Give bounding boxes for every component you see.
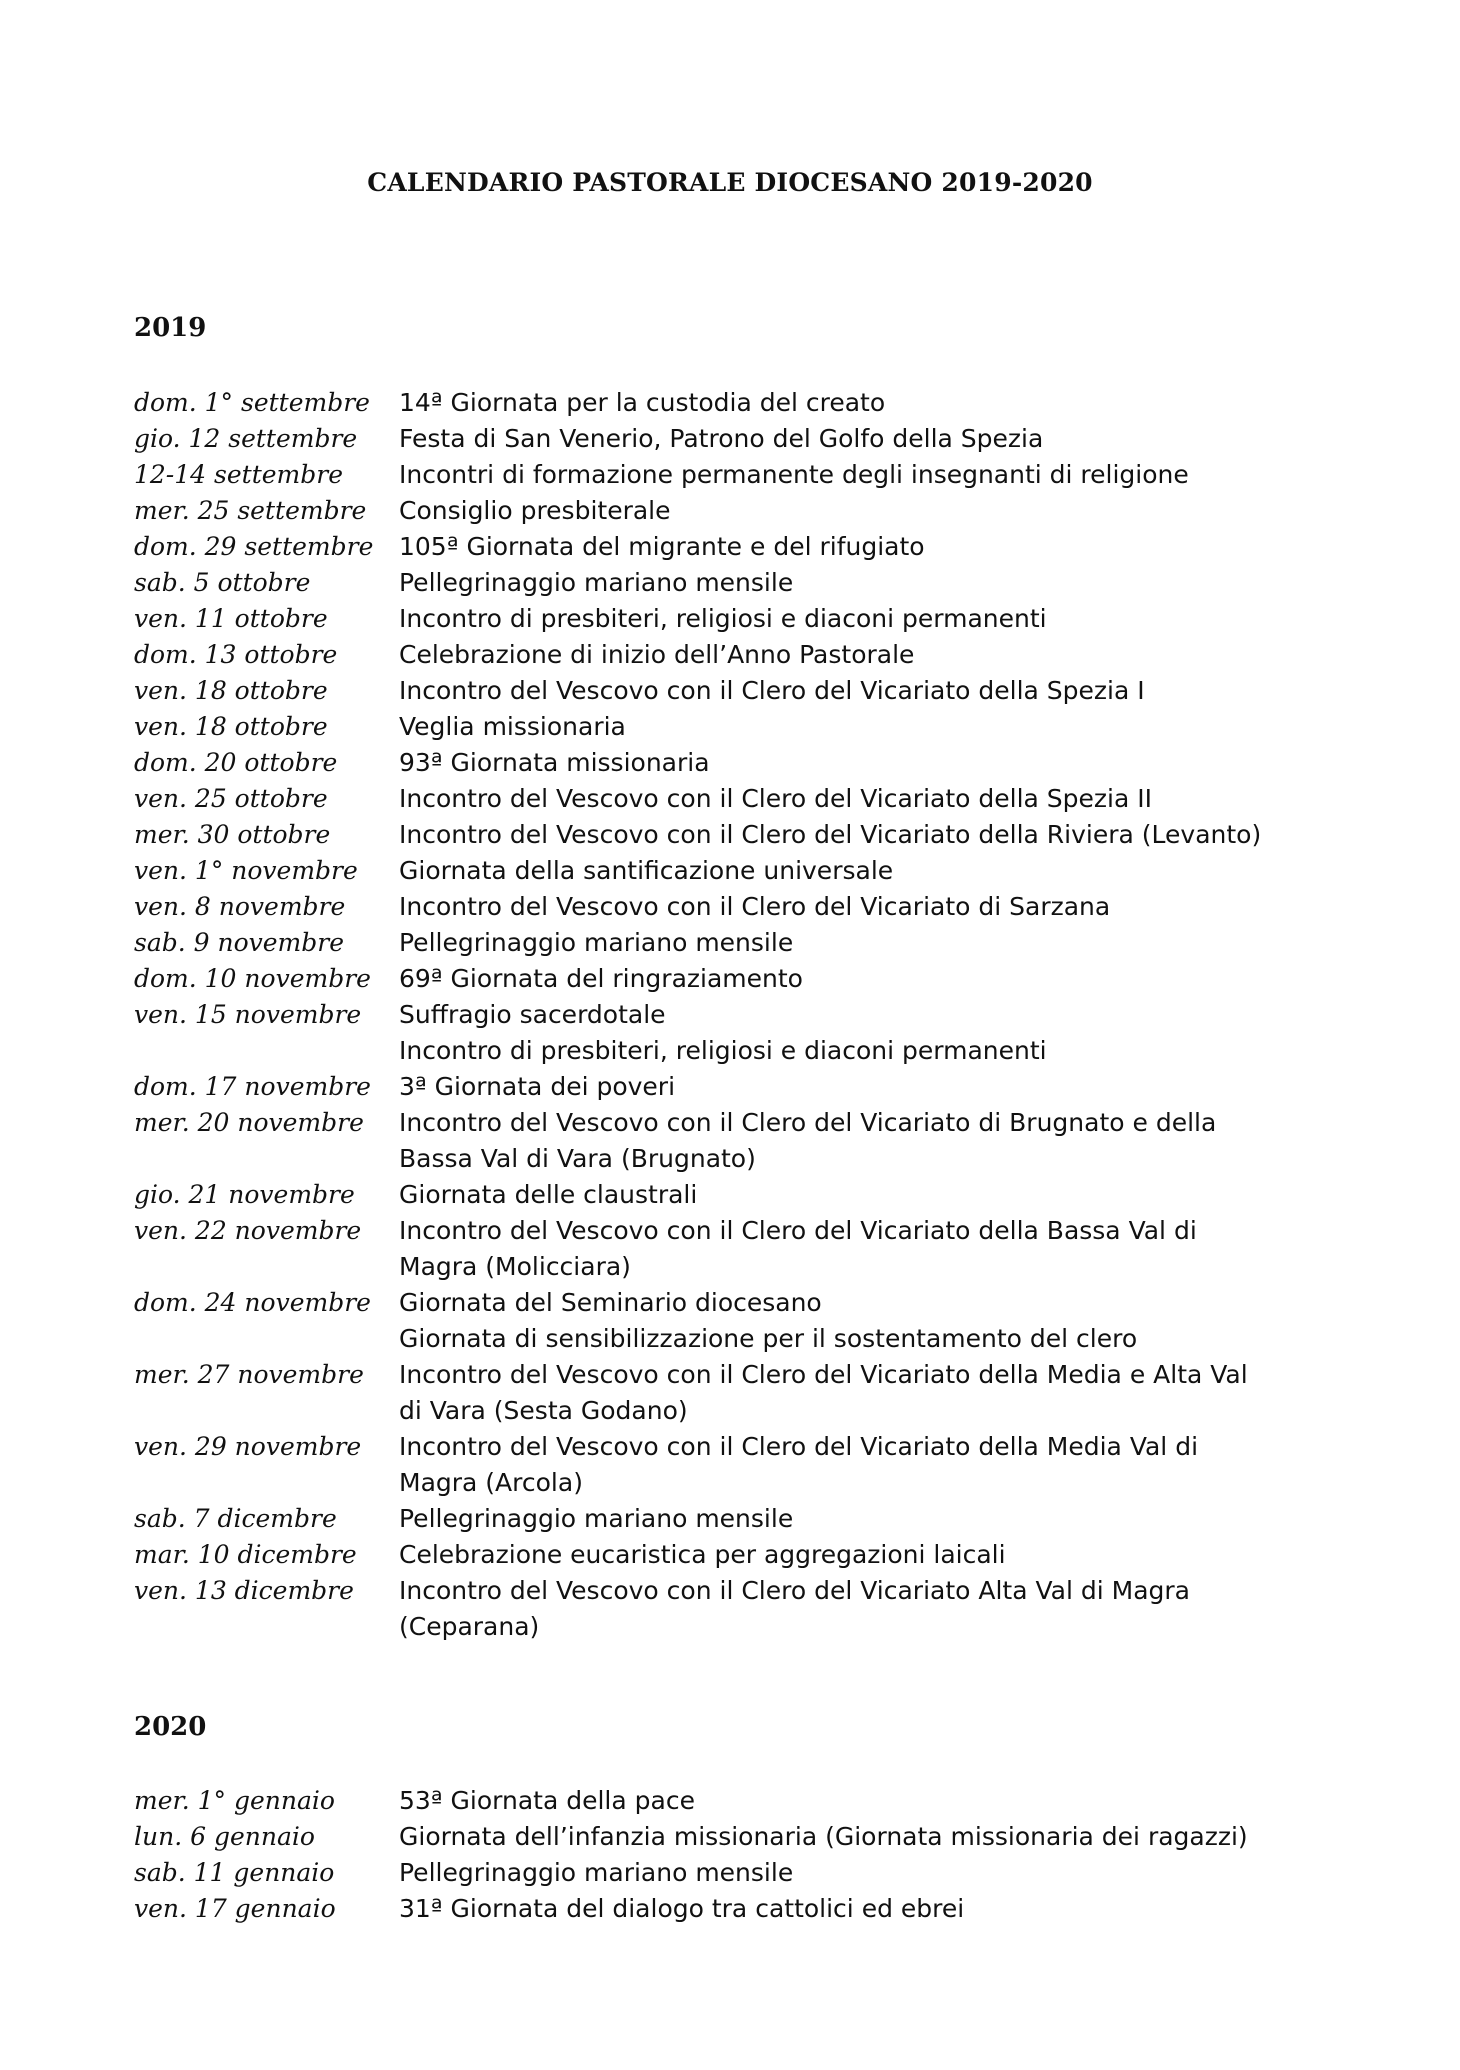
entry-events <box>399 493 1334 529</box>
entry-date: ven. 8 novembre <box>134 892 346 921</box>
entry-events <box>399 1213 1334 1285</box>
entry-event: 93ª Giornata missionaria <box>399 748 710 777</box>
entry-events <box>399 1357 1334 1429</box>
calendar-entry <box>134 385 1334 421</box>
calendar-entry <box>134 457 1334 493</box>
entry-date: mer. 1° gennaio <box>134 1786 335 1815</box>
entry-event: Celebrazione di inizio dell’Anno Pastorale <box>399 640 915 669</box>
entry-event: Incontro di presbiteri, religiosi e diaconi permanenti <box>399 1036 1047 1065</box>
calendar-entry <box>134 1501 1334 1537</box>
entry-event: Incontro del Vescovo con il Clero del Vicariato della Media e Alta Val <box>399 1360 1248 1389</box>
entry-events <box>399 889 1334 925</box>
entry-date: ven. 17 gennaio <box>134 1894 336 1923</box>
entry-event: Incontro del Vescovo con il Clero del Vicariato di Sarzana <box>399 892 1111 921</box>
entry-event: Suffragio sacerdotale <box>399 1000 666 1029</box>
entry-date: mer. 27 novembre <box>134 1360 364 1389</box>
entry-date: ven. 22 novembre <box>134 1216 362 1245</box>
calendar-entry <box>134 601 1334 637</box>
calendar-entry <box>134 925 1334 961</box>
entry-date: dom. 13 ottobre <box>134 640 338 669</box>
entry-date: sab. 11 gennaio <box>134 1858 335 1887</box>
calendar-list-2019 <box>134 385 1334 1645</box>
calendar-entry <box>134 781 1334 817</box>
calendar-entry <box>134 1177 1334 1213</box>
entry-date: gio. 12 settembre <box>134 424 358 453</box>
calendar-entry <box>134 1855 1334 1891</box>
entry-events <box>399 601 1334 637</box>
document-title: CALENDARIO PASTORALE DIOCESANO 2019-2020 <box>367 168 1093 197</box>
entry-event: Consiglio presbiterale <box>399 496 671 525</box>
calendar-entry <box>134 709 1334 745</box>
calendar-entry <box>134 1783 1334 1819</box>
entry-event: Pellegrinaggio mariano mensile <box>399 1504 794 1533</box>
entry-date: dom. 29 settembre <box>134 532 374 561</box>
calendar-entry <box>134 529 1334 565</box>
entry-event: Pellegrinaggio mariano mensile <box>399 928 794 957</box>
entry-event: Giornata del Seminario diocesano <box>399 1288 822 1317</box>
entry-event: Incontri di formazione permanente degli insegnanti di religione <box>399 460 1189 489</box>
entry-event: Incontro del Vescovo con il Clero del Vicariato della Spezia II <box>399 784 1152 813</box>
entry-events <box>399 1105 1334 1177</box>
entry-date: ven. 15 novembre <box>134 1000 362 1029</box>
entry-event: di Vara (Sesta Godano) <box>399 1396 688 1425</box>
entry-date: mer. 20 novembre <box>134 1108 364 1137</box>
entry-events <box>399 529 1334 565</box>
entry-events <box>399 1573 1334 1645</box>
entry-event: Pellegrinaggio mariano mensile <box>399 1858 794 1887</box>
entry-event: Magra (Molicciara) <box>399 1252 631 1281</box>
entry-date: sab. 7 dicembre <box>134 1504 337 1533</box>
entry-event: Veglia missionaria <box>399 712 626 741</box>
entry-event: Celebrazione eucaristica per aggregazioni laicali <box>399 1540 1006 1569</box>
entry-events <box>399 853 1334 889</box>
entry-event: 53ª Giornata della pace <box>399 1786 695 1815</box>
entry-events <box>399 1177 1334 1213</box>
calendar-entry <box>134 637 1334 673</box>
entry-events <box>399 673 1334 709</box>
entry-event: Giornata della santificazione universale <box>399 856 894 885</box>
calendar-entry <box>134 817 1334 853</box>
calendar-entry <box>134 1285 1334 1357</box>
entry-events <box>399 997 1334 1069</box>
entry-event: Incontro del Vescovo con il Clero del Vicariato di Brugnato e della <box>399 1108 1217 1137</box>
entry-events <box>399 1429 1334 1501</box>
entry-events <box>399 421 1334 457</box>
calendar-entry <box>134 1429 1334 1501</box>
calendar-entry <box>134 673 1334 709</box>
entry-date: ven. 29 novembre <box>134 1432 362 1461</box>
entry-events <box>399 745 1334 781</box>
entry-date: dom. 10 novembre <box>134 964 371 993</box>
entry-event: Pellegrinaggio mariano mensile <box>399 568 794 597</box>
entry-events <box>399 1855 1334 1891</box>
entry-date: gio. 21 novembre <box>134 1180 355 1209</box>
entry-events <box>399 565 1334 601</box>
entry-date: ven. 18 ottobre <box>134 676 328 705</box>
calendar-entry <box>134 1357 1334 1429</box>
entry-event: 105ª Giornata del migrante e del rifugiato <box>399 532 925 561</box>
entry-event: Magra (Arcola) <box>399 1468 583 1497</box>
entry-date: sab. 9 novembre <box>134 928 345 957</box>
entry-events <box>399 925 1334 961</box>
entry-events <box>399 1501 1334 1537</box>
entry-date: ven. 13 dicembre <box>134 1576 354 1605</box>
entry-event: 14ª Giornata per la custodia del creato <box>399 388 886 417</box>
calendar-entry <box>134 565 1334 601</box>
calendar-entry <box>134 853 1334 889</box>
entry-events <box>399 457 1334 493</box>
entry-event: 31ª Giornata del dialogo tra cattolici ed ebrei <box>399 1894 965 1923</box>
year-heading: 2020 <box>134 1712 207 1742</box>
calendar-entry <box>134 1819 1334 1855</box>
entry-event: (Ceparana) <box>399 1612 540 1641</box>
calendar-entry <box>134 1213 1334 1285</box>
entry-date: mer. 25 settembre <box>134 496 367 525</box>
entry-date: ven. 11 ottobre <box>134 604 328 633</box>
entry-events <box>399 709 1334 745</box>
entry-event: Giornata delle claustrali <box>399 1180 698 1209</box>
entry-events <box>399 1069 1334 1105</box>
entry-date: mer. 30 ottobre <box>134 820 331 849</box>
entry-event: Festa di San Venerio, Patrono del Golfo della Spezia <box>399 424 1044 453</box>
entry-events <box>399 637 1334 673</box>
entry-events <box>399 385 1334 421</box>
calendar-entry <box>134 997 1334 1069</box>
calendar-entry <box>134 961 1334 997</box>
entry-event: Incontro del Vescovo con il Clero del Vicariato Alta Val di Magra <box>399 1576 1190 1605</box>
entry-date: dom. 20 ottobre <box>134 748 338 777</box>
entry-event: 3ª Giornata dei poveri <box>399 1072 676 1101</box>
entry-event: 69ª Giornata del ringraziamento <box>399 964 803 993</box>
entry-date: dom. 17 novembre <box>134 1072 371 1101</box>
entry-event: Incontro del Vescovo con il Clero del Vicariato della Bassa Val di <box>399 1216 1197 1245</box>
entry-date: sab. 5 ottobre <box>134 568 311 597</box>
entry-date: dom. 1° settembre <box>134 388 370 417</box>
entry-event: Incontro di presbiteri, religiosi e diaconi permanenti <box>399 604 1047 633</box>
entry-event: Bassa Val di Vara (Brugnato) <box>399 1144 756 1173</box>
entry-date: 12-14 settembre <box>134 460 343 489</box>
entry-event: Giornata di sensibilizzazione per il sostentamento del clero <box>399 1324 1138 1353</box>
entry-events <box>399 1537 1334 1573</box>
calendar-entry <box>134 1537 1334 1573</box>
calendar-entry <box>134 1105 1334 1177</box>
entry-date: lun. 6 gennaio <box>134 1822 315 1851</box>
entry-date: ven. 18 ottobre <box>134 712 328 741</box>
calendar-entry <box>134 493 1334 529</box>
entry-date: mar. 10 dicembre <box>134 1540 357 1569</box>
calendar-entry <box>134 745 1334 781</box>
entry-date: dom. 24 novembre <box>134 1288 371 1317</box>
entry-date: ven. 25 ottobre <box>134 784 328 813</box>
entry-events <box>399 1891 1334 1927</box>
entry-events <box>399 781 1334 817</box>
calendar-entry <box>134 1891 1334 1927</box>
year-heading: 2019 <box>134 313 207 343</box>
calendar-entry <box>134 1069 1334 1105</box>
entry-event: Incontro del Vescovo con il Clero del Vicariato della Spezia I <box>399 676 1145 705</box>
calendar-entry <box>134 421 1334 457</box>
entry-events <box>399 1285 1334 1357</box>
calendar-entry <box>134 889 1334 925</box>
entry-events <box>399 1819 1334 1855</box>
entry-event: Incontro del Vescovo con il Clero del Vicariato della Riviera (Levanto) <box>399 820 1262 849</box>
calendar-entry <box>134 1573 1334 1645</box>
calendar-list-2020 <box>134 1783 1334 1927</box>
entry-events <box>399 1783 1334 1819</box>
entry-events <box>399 961 1334 997</box>
entry-event: Incontro del Vescovo con il Clero del Vicariato della Media Val di <box>399 1432 1199 1461</box>
entry-events <box>399 817 1334 853</box>
entry-date: ven. 1° novembre <box>134 856 358 885</box>
entry-event: Giornata dell’infanzia missionaria (Giornata missionaria dei ragazzi) <box>399 1822 1248 1851</box>
